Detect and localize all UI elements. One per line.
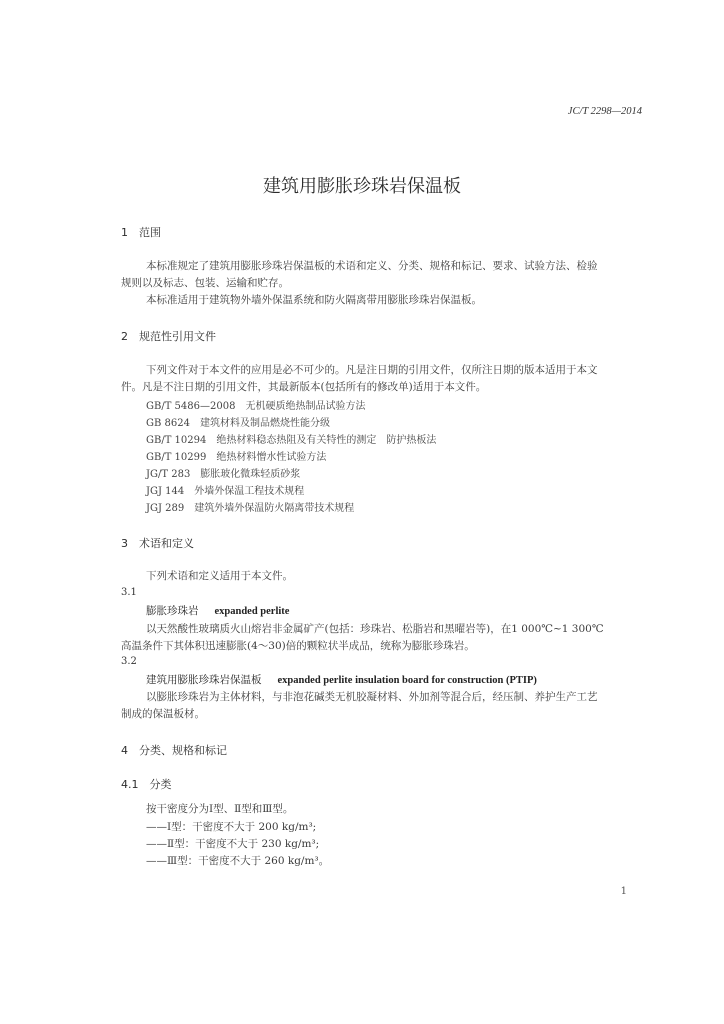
section-3-heading: 3 术语和定义 [121, 537, 194, 550]
section-1-paragraph-1a: 本标准规定了建筑用膨胀珍珠岩保温板的术语和定义、分类、规格和标记、要求、试验方法、检验 [146, 260, 598, 272]
class-item: ——Ⅱ型：干密度不大于 230 kg/m³; [146, 838, 320, 850]
term-3-1-chinese: 膨胀珍珠岩 [146, 605, 199, 617]
section-3-intro: 下列术语和定义适用于本文件。 [146, 570, 293, 582]
clause-number-3-1: 3.1 [121, 587, 137, 598]
reference-item: GB 8624 建筑材料及制品燃烧性能分级 [146, 418, 330, 429]
standard-code: JC/T 2298—2014 [567, 106, 642, 117]
section-1-heading: 1 范围 [121, 226, 161, 239]
section-1-paragraph-1b: 规则以及标志、包装、运输和贮存。 [121, 277, 289, 289]
section-2-paragraph-1a: 下列文件对于本文件的应用是必不可少的。凡是注日期的引用文件，仅所注日期的版本适用于本文 [146, 364, 598, 376]
reference-item: JGJ 289 建筑外墙外保温防火隔离带技术规程 [146, 503, 355, 514]
reference-item: JG/T 283 膨胀玻化微珠轻质砂浆 [146, 469, 301, 480]
term-3-2-english: expanded perlite insulation board for construction (PTIP) [277, 675, 537, 686]
reference-item: GB/T 5486—2008 无机硬质绝热制品试验方法 [146, 401, 366, 412]
section-4-1-heading: 4.1 分类 [121, 778, 172, 791]
page-number: 1 [620, 886, 627, 897]
definition-3-1a: 以天然酸性玻璃质火山熔岩非金属矿产(包括：珍珠岩、松脂岩和黑曜岩等)，在1 000℃~1 300℃ [146, 623, 604, 635]
section-2-heading: 2 规范性引用文件 [121, 330, 216, 343]
reference-item: GB/T 10294 绝热材料稳态热阻及有关特性的测定 防护热板法 [146, 435, 437, 446]
document-title: 建筑用膨胀珍珠岩保温板 [263, 176, 461, 197]
section-4-1-intro: 按干密度分为Ⅰ型、Ⅱ型和Ⅲ型。 [146, 803, 294, 815]
section-1-paragraph-2: 本标准适用于建筑物外墙外保温系统和防火隔离带用膨胀珍珠岩保温板。 [146, 294, 482, 306]
term-3-2-chinese: 建筑用膨胀珍珠岩保温板 [146, 674, 262, 686]
term-3-1 [146, 603, 289, 618]
section-4-heading: 4 分类、规格和标记 [121, 744, 227, 757]
clause-number-3-2: 3.2 [121, 656, 137, 667]
definition-3-1b: 高温条件下其体积迅速膨胀(4～30)倍的颗粒状半成品，统称为膨胀珍珠岩。 [121, 640, 475, 652]
term-3-2 [146, 672, 537, 687]
term-3-1-english: expanded perlite [214, 606, 290, 617]
reference-item: GB/T 10299 绝热材料憎水性试验方法 [146, 452, 327, 463]
reference-item: JGJ 144 外墙外保温工程技术规程 [146, 486, 305, 497]
definition-3-2b: 制成的保温板材。 [121, 708, 205, 720]
class-item: ——Ⅰ型：干密度不大于 200 kg/m³; [146, 821, 317, 833]
definition-3-2a: 以膨胀珍珠岩为主体材料，与非泡花碱类无机胶凝材料、外加剂等混合后，经压制、养护生产工艺 [146, 691, 598, 703]
class-item: ——Ⅲ型：干密度不大于 260 kg/m³。 [146, 855, 330, 867]
section-2-paragraph-1b: 件。凡是不注日期的引用文件，其最新版本(包括所有的修改单)适用于本文件。 [121, 381, 487, 393]
